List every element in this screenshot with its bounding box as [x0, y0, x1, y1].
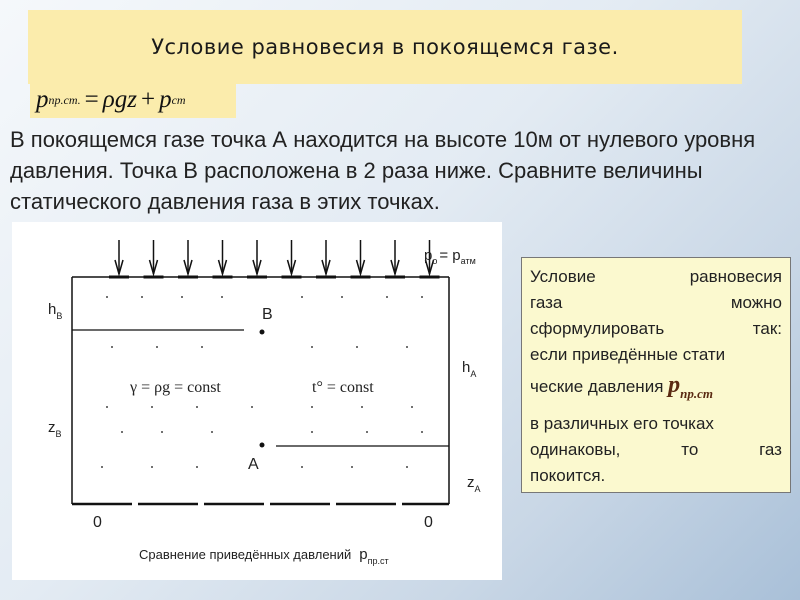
note-line-5: [530, 368, 782, 411]
gas-particle-dot: [251, 406, 253, 408]
z-a-z: z: [467, 474, 475, 491]
gas-particle-dot: [106, 296, 108, 298]
gas-particle-dot: [421, 431, 423, 433]
gas-particle-dot: [356, 346, 358, 348]
point-a-label: A: [248, 456, 259, 473]
gas-particle-dot: [311, 346, 313, 348]
gas-particle-dot: [406, 346, 408, 348]
h-a-sub: A: [470, 369, 477, 379]
h-a-label: [462, 359, 476, 379]
gas-particle-dot: [301, 296, 303, 298]
gas-particle-dot: [156, 346, 158, 348]
gas-particle-dot: [406, 466, 408, 468]
zero-left-label: 0: [93, 514, 102, 531]
note-word: ческие давления: [530, 377, 664, 396]
z-b-z: z: [48, 419, 56, 436]
diagram-svg: [12, 222, 502, 580]
gas-particle-dot: [196, 466, 198, 468]
note-word: можно: [730, 293, 782, 312]
gas-particle-dot: [101, 466, 103, 468]
gas-particle-dot: [411, 406, 413, 408]
pressure-arrows: [109, 240, 440, 277]
p-sym-sub: пр.ст: [680, 385, 714, 401]
note-line-4: если приведённые стати: [530, 345, 726, 364]
gas-particle-dot: [201, 346, 203, 348]
p0-eq: = p: [439, 247, 461, 264]
title-banner: [28, 10, 742, 84]
note-word: сформулировать: [530, 319, 665, 338]
note-line-1: [530, 264, 782, 290]
gas-particle-dot: [141, 296, 143, 298]
note-word: так:: [752, 319, 782, 338]
formula-eq: =: [84, 86, 99, 113]
note-word: то: [681, 439, 699, 459]
h-b-h: h: [48, 301, 57, 318]
gas-particle-dot: [221, 296, 223, 298]
formula-p2: p: [159, 86, 172, 113]
note-word: газа: [530, 293, 563, 312]
note-line-6: в различных его точках: [530, 413, 714, 433]
z-b-label: [48, 419, 62, 439]
equilibrium-condition-note: [521, 257, 791, 493]
p0-p: p: [424, 247, 433, 264]
gas-particle-dot: [311, 406, 313, 408]
gas-particle-dot: [361, 406, 363, 408]
gas-equilibrium-diagram: [12, 222, 502, 580]
patm-sub: атм: [460, 256, 476, 266]
note-word: Условие: [530, 267, 596, 286]
note-word: одинаковы,: [530, 439, 621, 459]
gas-particle-dot: [341, 296, 343, 298]
point-a-marker: [260, 443, 265, 448]
formula-plus: +: [140, 86, 156, 113]
gas-particle-dot: [121, 431, 123, 433]
gas-particle-dot: [311, 431, 313, 433]
gas-particle-dot: [106, 406, 108, 408]
gas-particle-dot: [351, 466, 353, 468]
z-a-label: [467, 474, 481, 494]
page-title: Условие равновесия в покоящемся газе.: [151, 35, 619, 59]
note-line-8: покоится.: [530, 465, 606, 485]
note-word: газ: [759, 439, 782, 459]
formula-p-sub: пр.ст.: [48, 92, 81, 107]
caption-text: Сравнение приведённых давлений: [139, 547, 352, 562]
gas-particle-dot: [211, 431, 213, 433]
p0-sub: о: [432, 256, 438, 266]
h-b-label: [48, 301, 62, 321]
point-b-label: B: [262, 306, 273, 323]
gas-particle-dot: [161, 431, 163, 433]
gas-particle-dot: [386, 296, 388, 298]
gas-particle-dot: [181, 296, 183, 298]
gas-particle-dot: [421, 296, 423, 298]
zero-right-label: 0: [424, 514, 433, 531]
note-line-3: [530, 316, 782, 342]
note-line-7: [530, 437, 782, 463]
h-b-sub: B: [56, 311, 63, 321]
gas-particle-dot: [111, 346, 113, 348]
gas-particle-dot: [366, 431, 368, 433]
gamma-equation: γ = ρg = const: [130, 379, 221, 396]
z-b-sub: B: [55, 429, 62, 439]
note-word: равновесия: [689, 267, 782, 286]
caption-p-sub: пр.ст: [367, 556, 389, 566]
caption-p: p: [359, 546, 368, 563]
note-line-2: [530, 290, 782, 316]
temperature-equation: t° = const: [312, 379, 374, 396]
z-a-sub: A: [474, 484, 481, 494]
p0-label: [424, 247, 476, 266]
problem-text: В покоящемся газе точка А находится на высоте 10м от нулевого уровня давления. Точка В расположена в 2 раза ниже. Сравните величины статического давления газа в этих точках.: [10, 127, 756, 214]
gas-particle-dot: [151, 466, 153, 468]
formula-p2-sub: ст: [171, 92, 186, 107]
p-sym-main: p: [668, 372, 681, 398]
gas-particle-dot: [151, 406, 153, 408]
h-a-h: h: [462, 359, 471, 376]
point-b-marker: [260, 330, 265, 335]
gas-particle-dot: [301, 466, 303, 468]
gas-particle-dot: [196, 406, 198, 408]
formula-p: p: [36, 86, 49, 113]
p-static-symbol: [668, 372, 714, 401]
diagram-caption: [139, 546, 389, 566]
formula-rhs: ρgz: [102, 86, 137, 113]
equilibrium-formula: [30, 82, 236, 118]
